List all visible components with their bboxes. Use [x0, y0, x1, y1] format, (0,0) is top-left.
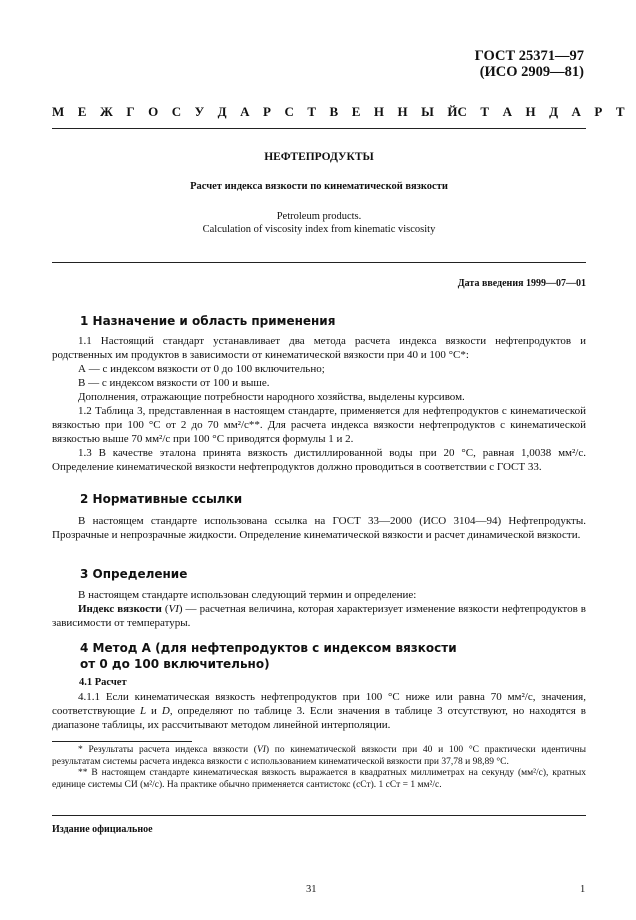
section-2-body	[52, 514, 586, 542]
official-edition-label: Издание официальное	[52, 824, 153, 835]
banner-letter: С	[284, 104, 294, 119]
banner-letter: Д	[217, 104, 227, 119]
title-divider	[52, 262, 586, 263]
footnote-vi-symbol: VI	[256, 745, 266, 755]
definition-paragraph	[52, 602, 586, 630]
banner-letter: О	[148, 104, 159, 119]
section-4-body	[52, 690, 586, 732]
section-4-heading-line2: от 0 до 100 включительно)	[80, 657, 270, 671]
banner-word-standard	[458, 104, 625, 120]
banner-letter: Н	[373, 104, 384, 119]
footnote-1	[52, 745, 586, 768]
banner-letter: С	[457, 104, 467, 119]
section-3-body	[52, 588, 586, 630]
banner-letter: Р	[594, 104, 603, 119]
banner-letter: А	[240, 104, 250, 119]
banner-letter: Т	[615, 104, 625, 119]
section-3-heading: 3 Определение	[80, 567, 188, 581]
banner-letter: А	[571, 104, 581, 119]
section-4-heading-line1: 4 Метод А (для нефтепродуктов с индексом вязкости	[80, 641, 457, 655]
footnote-2: ** В настоящем стандарте кинематическая вязкость выражается в квадратных миллиметрах на секунду (мм²/с), кратных единице системы СИ (м²/с). На практике обычно применяется сантистокс (сСт). 1 сСт = 1 мм²/с.	[52, 768, 586, 790]
banner-letter: Ы	[421, 104, 434, 119]
banner-letter: Т	[307, 104, 317, 119]
footer-divider	[52, 815, 586, 816]
banner-letter: Е	[351, 104, 361, 119]
banner-letter: Д	[549, 104, 559, 119]
document-title: НЕФТЕПРОДУКТЫ	[264, 151, 374, 163]
introduction-date: Дата введения 1999—07—01	[457, 278, 586, 289]
paragraph: 1.3 В качестве эталона принята вязкость дистиллированной воды при 20 °С, равная 1,0038 мм²/с. Определение кинематической вязкости нефтепродуктов должно проводиться в соответствии с ГОСТ 33.	[52, 447, 586, 473]
subsection-4-1-heading: 4.1 Расчет	[79, 677, 127, 688]
banner-letter: Н	[397, 104, 408, 119]
document-subtitle: Расчет индекса вязкости по кинематической вязкости	[190, 181, 448, 192]
gost-number: ГОСТ 25371—97	[474, 48, 584, 64]
section-2-heading: 2 Нормативные ссылки	[80, 492, 243, 506]
text-run: и	[146, 705, 162, 717]
text-run: * Результаты расчета индекса вязкости (	[78, 745, 257, 755]
text-run: ) по кинематической вязкости при 40 и 100 °С практически идентичны результатам системы расчета индекса вязкости с использованием кинематической вязкости при 37,78 и 98,89 °С.	[52, 745, 586, 767]
paragraph: А — с индексом вязкости от 0 до 100 включительно;	[78, 363, 325, 375]
banner-letter: Р	[263, 104, 271, 119]
banner-letter: М	[52, 104, 65, 119]
term-definition: ) — расчетная величина, которая характеризует изменение вязкости нефтепродуктов в зависимости от температуры.	[52, 603, 586, 629]
banner-letter: А	[502, 104, 512, 119]
banner-letter: Н	[525, 104, 536, 119]
term-abbreviation: VI	[168, 603, 179, 615]
section-1-heading: 1 Назначение и область применения	[80, 314, 336, 328]
header-divider	[52, 128, 586, 129]
symbol-L: L	[139, 705, 147, 717]
banner-word-interstate	[52, 104, 458, 120]
text-run: 4.1.1 Если кинематическая вязкость нефтепродуктов при 100 °С ниже или равна 70 мм²/с, значения, соответствующие	[52, 691, 586, 717]
banner-letter: Г	[126, 104, 135, 119]
page-number: 31	[306, 884, 317, 895]
banner-letter: С	[171, 104, 182, 119]
footnote-divider	[52, 741, 192, 742]
banner-letter: Ж	[99, 104, 113, 119]
paragraph: 1.1 Настоящий стандарт устанавливает два метода расчета индекса вязкости нефтепродуктов и родственных им продуктов в зависимости от кинематической вязкости при 40 и 100 °С*:	[52, 335, 586, 361]
banner-letter: У	[194, 104, 205, 119]
paragraph: В настоящем стандарте использован следующий термин и определение:	[78, 589, 417, 601]
iso-number: (ИСО 2909—81)	[479, 64, 584, 80]
section-4-heading	[80, 640, 457, 672]
paragraph: 1.2 Таблица 3, представленная в настоящем стандарте, применяется для нефтепродуктов с кинематической вязкостью при 100 °С от 2 до 70 мм²/с**. Для расчета индекса вязкости нефтепродуктов с кинематической вязкостью выше 70 мм²/с при 100 °С приводятся формулы 1 и 2.	[52, 405, 586, 445]
sheet-number: 1	[580, 884, 586, 895]
section-1-body	[52, 334, 586, 474]
footnotes	[52, 745, 586, 791]
banner-letter: Е	[77, 104, 87, 119]
gost-identifier	[475, 48, 584, 80]
paragraph	[52, 690, 586, 732]
banner-letter: Й	[447, 104, 458, 119]
term: Индекс вязкости	[78, 603, 162, 615]
english-title-line1: Petroleum products.	[276, 211, 362, 222]
banner-letter: Т	[480, 104, 490, 119]
paragraph: В — с индексом вязкости от 100 и выше.	[78, 377, 270, 389]
paragraph: В настоящем стандарте использована ссылка на ГОСТ 33—2000 (ИСО 3104—94) Нефтепродукты. Прозрачные и непрозрачные жидкости. Определение кинематической вязкости и расчет динамической вязкости.	[52, 515, 586, 541]
symbol-D: D	[161, 705, 170, 717]
banner-letter: В	[329, 104, 339, 119]
interstate-standard-banner	[52, 104, 625, 120]
english-title	[52, 211, 586, 236]
paragraph: Дополнения, отражающие потребности народного хозяйства, выделены курсивом.	[78, 391, 465, 403]
term-open: (	[161, 603, 169, 615]
text-run: , определяют по таблице 3. Если значения в таблице 3 отсутствуют, но находятся в диапазоне таблицы, их рассчитывают методом линейной интерполяции.	[52, 705, 586, 731]
english-title-line2: Calculation of viscosity index from kinematic viscosity	[202, 223, 436, 235]
